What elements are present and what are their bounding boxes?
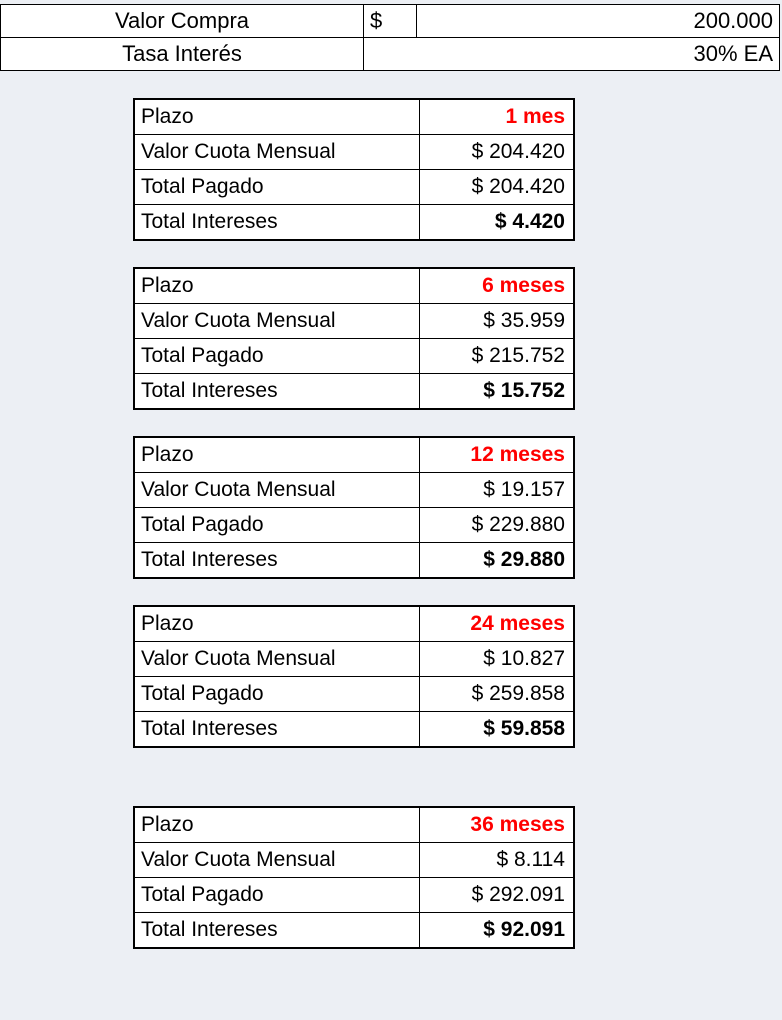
row-label-total-intereses: Total Intereses bbox=[135, 543, 420, 578]
plan-block bbox=[134, 437, 574, 578]
table-row bbox=[135, 543, 574, 578]
row-value-total-intereses: $ 92.091 bbox=[420, 913, 574, 948]
summary-value-interest-rate: 30% EA bbox=[364, 38, 780, 71]
row-value-plazo: 12 meses bbox=[420, 438, 574, 473]
row-value-cuota: $ 8.114 bbox=[420, 843, 574, 878]
row-label-total-pagado: Total Pagado bbox=[135, 339, 420, 374]
table-row bbox=[135, 473, 574, 508]
table-row bbox=[135, 170, 574, 205]
table-row bbox=[135, 205, 574, 240]
plan-blocks bbox=[0, 99, 782, 948]
row-value-plazo: 1 mes bbox=[420, 100, 574, 135]
table-row bbox=[135, 304, 574, 339]
row-value-total-pagado: $ 292.091 bbox=[420, 878, 574, 913]
table-row bbox=[135, 100, 574, 135]
row-label-cuota: Valor Cuota Mensual bbox=[135, 304, 420, 339]
row-value-plazo: 6 meses bbox=[420, 269, 574, 304]
summary-row-interest-rate bbox=[1, 38, 780, 71]
table-row bbox=[135, 808, 574, 843]
row-value-cuota: $ 10.827 bbox=[420, 642, 574, 677]
table-row bbox=[135, 438, 574, 473]
summary-label-purchase-value: Valor Compra bbox=[1, 5, 364, 38]
plan-block bbox=[134, 268, 574, 409]
row-value-total-intereses: $ 4.420 bbox=[420, 205, 574, 240]
row-value-total-intereses: $ 59.858 bbox=[420, 712, 574, 747]
table-row bbox=[135, 913, 574, 948]
row-label-total-intereses: Total Intereses bbox=[135, 712, 420, 747]
row-label-total-intereses: Total Intereses bbox=[135, 374, 420, 409]
plan-block bbox=[134, 99, 574, 240]
row-value-total-pagado: $ 229.880 bbox=[420, 508, 574, 543]
row-label-plazo: Plazo bbox=[135, 438, 420, 473]
summary-currency-purchase-value: $ bbox=[364, 5, 417, 38]
row-value-total-pagado: $ 204.420 bbox=[420, 170, 574, 205]
table-row bbox=[135, 843, 574, 878]
summary-row-purchase-value bbox=[1, 5, 780, 38]
table-row bbox=[135, 508, 574, 543]
summary-value-purchase-value: 200.000 bbox=[417, 5, 780, 38]
table-row bbox=[135, 269, 574, 304]
row-value-total-intereses: $ 29.880 bbox=[420, 543, 574, 578]
table-row bbox=[135, 642, 574, 677]
row-label-plazo: Plazo bbox=[135, 808, 420, 843]
summary-label-interest-rate: Tasa Interés bbox=[1, 38, 364, 71]
summary-table bbox=[0, 4, 780, 71]
plan-block bbox=[134, 606, 574, 747]
row-value-total-pagado: $ 259.858 bbox=[420, 677, 574, 712]
row-value-plazo: 24 meses bbox=[420, 607, 574, 642]
row-value-cuota: $ 204.420 bbox=[420, 135, 574, 170]
table-row bbox=[135, 878, 574, 913]
table-row bbox=[135, 135, 574, 170]
row-label-total-pagado: Total Pagado bbox=[135, 677, 420, 712]
table-row bbox=[135, 677, 574, 712]
row-value-cuota: $ 35.959 bbox=[420, 304, 574, 339]
table-row bbox=[135, 712, 574, 747]
row-value-total-pagado: $ 215.752 bbox=[420, 339, 574, 374]
row-label-total-pagado: Total Pagado bbox=[135, 170, 420, 205]
table-row bbox=[135, 607, 574, 642]
row-label-cuota: Valor Cuota Mensual bbox=[135, 135, 420, 170]
row-label-plazo: Plazo bbox=[135, 269, 420, 304]
row-label-total-intereses: Total Intereses bbox=[135, 205, 420, 240]
table-row bbox=[135, 374, 574, 409]
row-value-plazo: 36 meses bbox=[420, 808, 574, 843]
row-label-cuota: Valor Cuota Mensual bbox=[135, 473, 420, 508]
row-label-total-intereses: Total Intereses bbox=[135, 913, 420, 948]
plan-block bbox=[134, 807, 574, 948]
row-label-total-pagado: Total Pagado bbox=[135, 508, 420, 543]
row-label-plazo: Plazo bbox=[135, 100, 420, 135]
row-value-cuota: $ 19.157 bbox=[420, 473, 574, 508]
row-label-plazo: Plazo bbox=[135, 607, 420, 642]
row-label-cuota: Valor Cuota Mensual bbox=[135, 642, 420, 677]
document-page bbox=[0, 4, 782, 1020]
row-label-total-pagado: Total Pagado bbox=[135, 878, 420, 913]
table-row bbox=[135, 339, 574, 374]
row-label-cuota: Valor Cuota Mensual bbox=[135, 843, 420, 878]
row-value-total-intereses: $ 15.752 bbox=[420, 374, 574, 409]
